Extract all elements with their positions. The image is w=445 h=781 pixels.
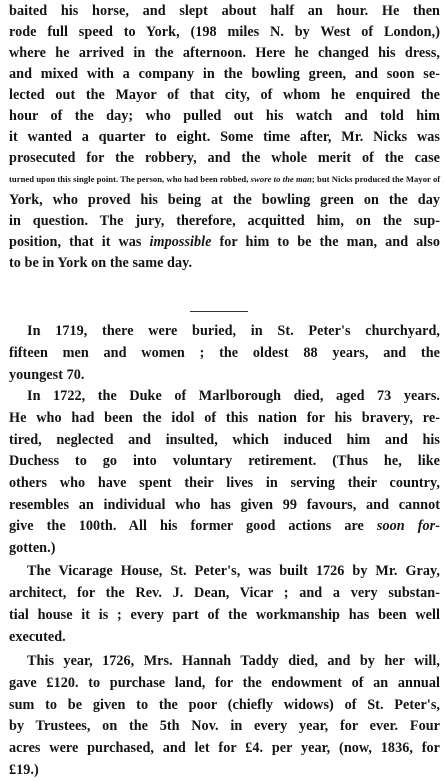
text-line: baited his horse, and slept about half an hour. He then: [9, 3, 440, 19]
text-line: where he arrived in the afternoon. Here he changed his dress,: [9, 45, 440, 61]
text-line: This year, 1726, Mrs. Hannah Taddy died, and by her will,: [27, 653, 440, 669]
text-line: to be in York on the same day.: [9, 255, 193, 271]
text-line: He who had been the idol of this nation for his bravery, re-: [9, 410, 440, 426]
text-line: resembles an individual who has given 99 favours, and cannot: [9, 497, 440, 513]
text-line: gave £120. to purchase land, for the endowment of an annual: [9, 675, 440, 691]
text-line: gotten.): [9, 540, 56, 556]
text-line: Duchess to go into voluntary retirement. (Thus he, like: [9, 453, 440, 469]
text-line: turned upon this single point. The person, who had been robbed, swore to the man; but Nicks produced the Mayor of: [9, 174, 441, 184]
text-line: rode full speed to York, (198 miles N. by West of London,): [9, 24, 440, 40]
section-divider: [190, 311, 248, 312]
text-line: hour of the day; who pulled out his watch and told him: [9, 108, 440, 124]
text-line: York, who proved his being at the bowling green on the day: [9, 192, 440, 208]
text-line: in question. The jury, therefore, acquitted him, on the sup-: [9, 213, 440, 229]
text-line: architect, for the Rev. J. Dean, Vicar ; and a very substan-: [9, 585, 440, 601]
text-line: and mixed with a company in the bowling green, and soon se-: [9, 66, 440, 82]
text-line: lected out the Mayor of that city, of whom he enquired the: [9, 87, 440, 103]
text-line: prosecuted for the robbery, and the whole merit of the case: [9, 150, 440, 166]
text-line: The Vicarage House, St. Peter's, was built 1726 by Mr. Gray,: [27, 563, 440, 579]
text-line: give the 100th. All his former good actions are soon for-: [9, 518, 440, 534]
text-line: position, that it was impossible for him to be the man, and also: [9, 234, 440, 250]
text-line: acres were purchased, and let for £4. per year, (now, 1836, for: [9, 740, 440, 756]
text-line: tial house it is ; every part of the workmanship has been well: [9, 607, 440, 623]
text-line: executed.: [9, 629, 66, 645]
text-line: sum to be given to the poor (chiefly widows) of St. Peter's,: [9, 697, 440, 713]
text-line: youngest 70.: [9, 367, 85, 383]
text-line: fifteen men and women ; the oldest 88 years, and the: [9, 345, 440, 361]
text-line: In 1722, the Duke of Marlborough died, aged 73 years.: [27, 388, 440, 404]
text-line: tired, neglected and insulted, which induced him and his: [9, 432, 440, 448]
text-line: In 1719, there were buried, in St. Peter's churchyard,: [27, 323, 440, 339]
text-line: by Trustees, on the 5th Nov. in every year, for ever. Four: [9, 718, 440, 734]
text-line: it wanted a quarter to eight. Some time after, Mr. Nicks was: [9, 129, 440, 145]
text-line: others who have spent their lives in serving their country,: [9, 475, 440, 491]
text-line: £19.): [9, 762, 39, 778]
